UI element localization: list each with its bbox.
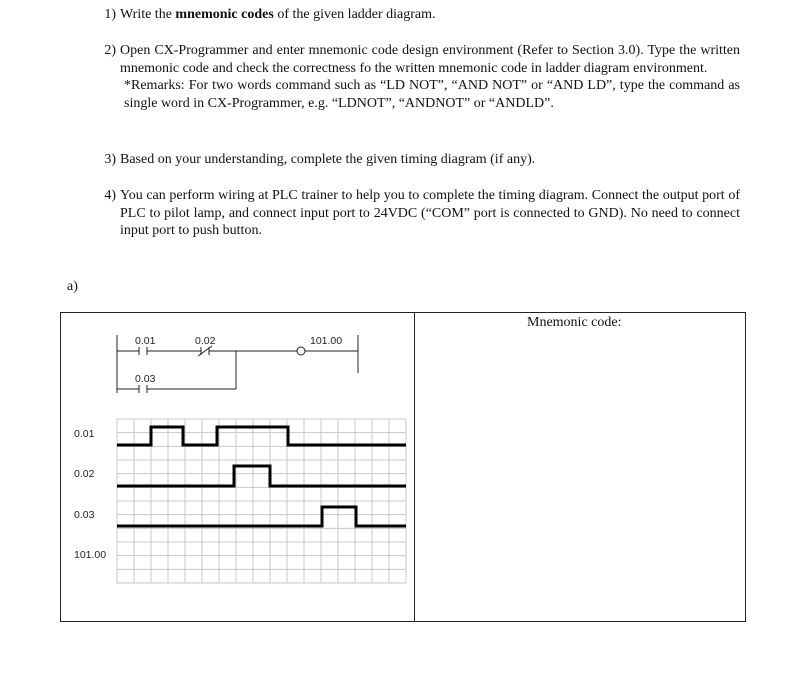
signal-label-0-01: 0.01 [74,428,95,440]
contact-no-icon [139,347,147,355]
mnemonic-label: Mnemonic code: [527,315,622,330]
instruction-number: 4) [104,188,116,203]
waveform-0-01 [117,427,406,445]
instruction-number: 1) [104,7,116,22]
instruction-text: Write the [120,7,176,22]
table-divider [414,313,415,621]
contact-label-3: 0.03 [135,373,156,385]
contact-label-1: 0.01 [135,335,156,347]
instruction-text: Open CX-Programmer and enter mnemonic code design environment (Refer to Section 3.0). Type the written mnemonic code and check the correctness fo the written mnemonic code in ladder diagram environment. [120,43,740,76]
instruction-emphasis: mnemonic codes [175,7,274,22]
instruction-remark: *Remarks: For two words command such as “LD NOT”, “AND NOT” or “AND LD”, type the command as single word in CX-Programmer, e.g. “LDNOT”, “ANDNOT” or “ANDLD”. [124,78,740,111]
waveform-0-03 [117,507,406,526]
contact-label-2: 0.02 [195,335,216,347]
instruction-text: of the given ladder diagram. [273,7,436,22]
output-coil-icon [297,347,305,355]
signal-label-0-03: 0.03 [74,509,95,521]
signal-label-0-02: 0.02 [74,468,95,480]
contact-no-icon [139,385,147,393]
diagram-area [61,313,414,621]
instruction-text: Based on your understanding, complete the given timing diagram (if any). [120,152,536,167]
instruction-number: 3) [104,152,116,167]
output-label: 101.00 [310,335,343,347]
section-label: a) [67,279,78,294]
waveform-0-02 [117,466,406,486]
instruction-number: 2) [104,43,116,58]
instruction-text: You can perform wiring at PLC trainer to help you to complete the timing diagram. Connect the output port of PLC to pilot lamp, and connect input port to 24VDC (“COM” port is connected to GND). No need to connect input port to push button. [120,188,740,238]
exercise-table [60,312,746,622]
signal-label-101-00: 101.00 [74,549,107,561]
